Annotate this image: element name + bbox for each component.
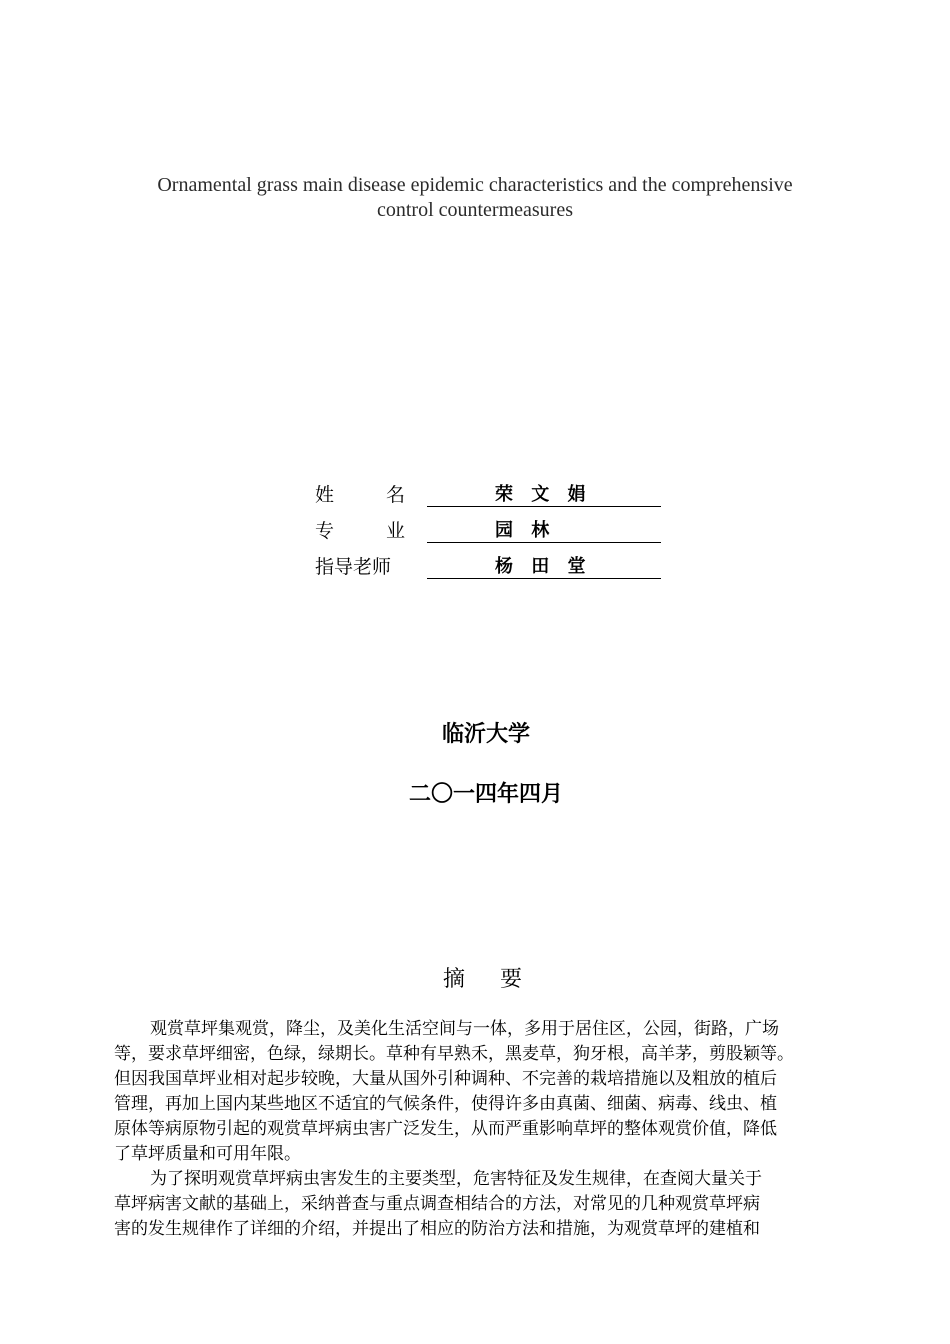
advisor-value: 杨 田 堂 <box>427 552 661 579</box>
abstract-line: 观赏草坪集观赏，降尘，及美化生活空间与一体，多用于居住区，公园，街路，广场 <box>150 1019 779 1039</box>
abstract-line: 害的发生规律作了详细的介绍，并提出了相应的防治方法和措施，为观赏草坪的建植和 <box>114 1219 760 1239</box>
abstract-line: 草坪病害文献的基础上，采纳普查与重点调查相结合的方法，对常见的几种观赏草坪病 <box>114 1194 760 1214</box>
advisor-row <box>315 552 665 588</box>
name-label: 姓 名 <box>315 484 405 506</box>
major-label: 专 业 <box>315 520 405 542</box>
abstract-line: 管理，再加上国内某些地区不适宜的气候条件，使得许多由真菌、细菌、病毒、线虫、植 <box>114 1094 777 1114</box>
major-value: 园 林 <box>427 516 661 543</box>
name-row <box>315 480 665 516</box>
major-row <box>315 516 665 552</box>
abstract-body <box>114 1017 894 1242</box>
abstract-line: 等，要求草坪细密，色绿，绿期长。草种有早熟禾，黑麦草，狗牙根，高羊茅，剪股颖等。 <box>114 1044 794 1064</box>
abstract-heading: 摘 要 <box>443 967 536 992</box>
abstract-line: 原体等病原物引起的观赏草坪病虫害广泛发生，从而严重影响草坪的整体观赏价值，降低 <box>114 1119 777 1139</box>
university-name: 临沂大学 <box>441 722 530 747</box>
thesis-date: 二〇一四年四月 <box>408 782 563 807</box>
english-title-line-1: Ornamental grass main disease epidemic characteristics and the comprehensive <box>157 174 793 196</box>
advisor-label: 指导老师 <box>315 556 392 578</box>
author-info-block <box>315 480 665 588</box>
abstract-line: 但因我国草坪业相对起步较晚，大量从国外引种调种、不完善的栽培措施以及粗放的植后 <box>114 1069 777 1089</box>
abstract-line: 为了探明观赏草坪病虫害发生的主要类型，危害特征及发生规律，在查阅大量关于 <box>150 1169 762 1189</box>
name-value: 荣 文 娟 <box>427 480 661 507</box>
english-title-line-2: control countermeasures <box>376 199 574 221</box>
abstract-line: 了草坪质量和可用年限。 <box>114 1144 301 1164</box>
english-title <box>100 173 850 223</box>
